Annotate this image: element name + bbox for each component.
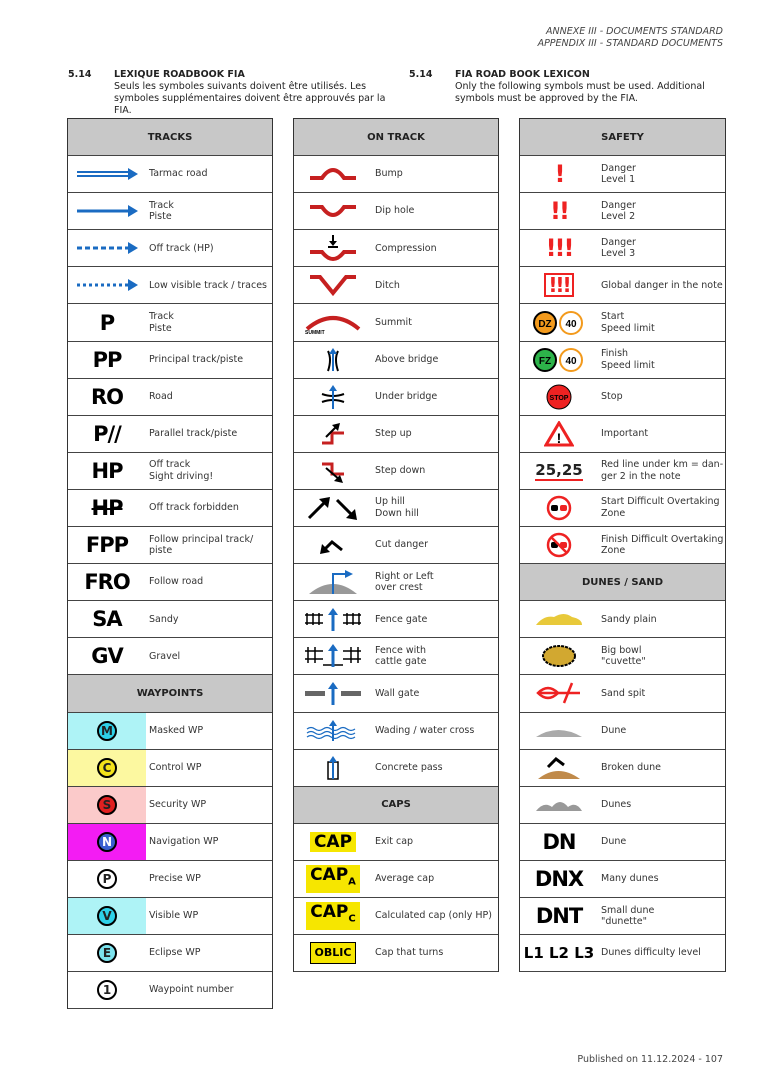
code-ro: RO [90,384,124,409]
table-row [294,156,498,193]
table-row [520,750,725,787]
code-gv: GV [91,644,123,669]
table-row [520,861,725,898]
section-title: LEXIQUE ROADBOOK FIA [114,69,245,80]
concrete-pass-icon [294,750,372,786]
appendix-line-en: APPENDIX III - STANDARD DOCUMENTS [537,38,723,49]
sand-spit-icon [520,675,598,711]
row-label: Visible WP [149,910,199,922]
code-pp: PP [92,347,122,372]
big-bowl-icon [520,638,598,674]
row-label: Ditch [375,279,400,291]
waypoint-badge: E [97,943,117,963]
table-row [520,638,725,675]
column-ontrack-caps [293,118,499,972]
ontrack-header: ON TRACK [294,119,498,156]
code-dnt: DNT [535,904,583,929]
row-label: Above bridge [375,353,439,365]
waypoint-icon [68,935,146,971]
dz-icon [520,304,598,340]
row-label: Follow principal track/ piste [149,533,254,557]
summit-text: SUMMIT [305,329,325,335]
table-row [294,601,498,638]
column-safety-dunes [519,118,726,972]
dunes-header: DUNES / SAND [520,564,725,601]
waypoint-badge: M [97,721,117,741]
table-row [520,898,725,935]
cap-text: OBLIC [310,942,357,964]
table-row [68,935,272,972]
row-label: Finish Difficult Overtaking Zone [601,533,724,557]
cattle-gate-icon [294,638,372,674]
table-row [294,935,498,972]
table-row [294,304,498,341]
row-label: Red line under km = dan- ger 2 in the note [601,459,724,482]
waypoint-badge: S [97,795,117,815]
section-number: 5.14 [409,69,433,80]
table-row [294,379,498,416]
waypoint-badge: C [97,758,117,778]
row-label: Under bridge [375,390,438,402]
table-row [68,416,272,453]
cut-danger-icon [294,527,372,563]
safety-header: SAFETY [520,119,725,156]
table-row [520,935,725,972]
waypoint-icon [68,713,146,749]
fence-gate-icon [294,601,372,637]
table-row [68,490,272,527]
row-label: Big bowl "cuvette" [601,644,646,668]
code-hp-forbidden: HP [91,495,123,520]
step-down-icon [294,453,372,489]
row-label: Sand spit [601,687,646,699]
broken-dune-icon [520,750,598,786]
table-row [68,601,272,638]
sandy-plain-icon [520,601,598,637]
row-label: Off track (HP) [149,242,214,254]
caps-header: CAPS [294,787,498,824]
dune-icon [520,713,598,749]
row-label: Navigation WP [149,836,219,848]
cap-text [306,865,360,892]
row-label: Finish Speed limit [601,348,655,371]
row-label: Eclipse WP [149,947,201,959]
cap-text: CAP [310,832,356,852]
code-p: P [99,310,115,335]
row-label: Broken dune [601,761,661,773]
row-label: Exit cap [375,836,414,848]
row-label: Sandy plain [601,613,657,625]
row-label: Precise WP [149,873,201,885]
cap-code: CAP [310,902,349,923]
waypoint-icon [68,861,146,897]
table-row [294,713,498,750]
step-up-icon [294,416,372,452]
table-row [520,490,725,527]
row-label: Step down [375,465,426,477]
compression-icon [294,230,372,266]
row-label: Calculated cap (only HP) [375,910,492,922]
table-row [520,416,725,453]
table-row [294,342,498,379]
table-row [68,787,272,824]
page-footer: Published on 11.12.2024 - 107 [577,1054,723,1065]
tracks-header: TRACKS [68,119,272,156]
row-label: Dunes difficulty level [601,947,701,959]
red-line-icon [520,453,598,489]
row-label: Fence gate [375,613,428,625]
row-label: Dunes [601,798,632,810]
cap-sub: C [348,913,356,925]
double-arrow-icon [68,156,146,192]
row-label: Important [601,428,649,440]
table-row [520,787,725,824]
table-row [520,453,725,490]
row-label: Wall gate [375,687,420,699]
table-row [68,527,272,564]
row-label: Parallel track/piste [149,428,238,440]
waypoint-badge: P [97,869,117,889]
danger-1-icon: ! [554,160,564,189]
column-tracks-waypoints [67,118,273,1009]
table-row [520,527,725,564]
waypoints-header: WAYPOINTS [68,675,272,712]
table-row [520,304,725,341]
row-label: Cap that turns [375,947,444,959]
table-row [68,750,272,787]
important-icon [520,416,598,452]
section-number: 5.14 [68,69,92,80]
ditch-icon [294,267,372,303]
row-label: Wading / water cross [375,724,475,736]
arrow-icon [68,193,146,229]
danger-3-icon: !!! [545,234,573,263]
cap-sub: A [348,876,356,888]
code-dnx: DNX [534,866,584,891]
fz-text: FZ [538,355,552,367]
table-row [68,342,272,379]
speed-text: 40 [565,355,577,367]
row-label: Danger Level 1 [601,162,636,186]
table-row [520,193,725,230]
table-row [294,490,498,527]
code-hp: HP [91,458,123,483]
row-label: Bump [375,168,403,180]
cap-code: CAP [310,865,349,886]
row-label: Low visible track / traces [149,279,267,291]
row-label: Many dunes [601,873,659,885]
bump-icon [294,156,372,192]
table-row [294,564,498,601]
row-label: Road [149,390,173,402]
row-label: Off track forbidden [149,502,239,514]
cap-text [306,902,359,929]
waypoint-badge: N [97,832,117,852]
row-label: Track Piste [149,311,174,334]
over-crest-icon [294,564,372,600]
up-down-hill-icon [294,490,372,526]
table-row [68,304,272,341]
section-text: Only the following symbols must be used. Additional symbols must be approved by the FIA. [455,81,705,104]
table-row [68,193,272,230]
row-label: Start Speed limit [601,311,655,334]
table-row [68,379,272,416]
row-label: Follow road [149,576,204,588]
row-label: Small dune "dunette" [601,904,655,928]
table-row [520,267,725,304]
table-row [68,861,272,898]
waypoint-icon [68,824,146,860]
overtake-start-icon [520,490,598,526]
table-row [520,713,725,750]
dashed-arrow-icon [68,230,146,266]
speed-text: 40 [565,318,577,330]
under-bridge-icon [294,379,372,415]
row-label: Danger Level 3 [601,236,636,260]
dunes-icon [520,787,598,823]
row-label: Up hill Down hill [375,496,419,519]
table-row [294,453,498,490]
table-row [68,972,272,1009]
waypoint-icon [68,787,146,823]
cap-average-icon [294,861,372,897]
wall-gate-icon [294,675,372,711]
stop-text: STOP [549,394,569,402]
table-row [68,713,272,750]
table-row [68,156,272,193]
fz-icon [520,342,598,378]
danger-2-icon: !! [550,197,568,226]
waypoint-badge: 1 [97,980,117,1000]
cap-exit-icon [294,824,372,860]
row-label: Masked WP [149,724,204,736]
above-bridge-icon [294,342,372,378]
code-fpp: FPP [85,533,129,558]
table-row [294,527,498,564]
red-line-km: 25,25 [535,460,583,479]
table-row [294,267,498,304]
row-label: Waypoint number [149,984,234,996]
table-row [68,230,272,267]
table-row [520,230,725,267]
code-dn: DN [542,829,576,854]
table-row [294,861,498,898]
row-label: Tarmac road [149,168,208,180]
cap-calculated-icon [294,898,372,934]
code-fro: FRO [84,570,130,595]
table-row [68,564,272,601]
code-p-parallel: P// [93,421,121,446]
row-label: Off track Sight driving! [149,459,214,482]
table-row [520,379,725,416]
row-label: Fence with cattle gate [375,644,427,668]
table-row [294,638,498,675]
row-label: Stop [601,390,623,402]
row-label: Principal track/piste [149,353,244,365]
stop-icon [520,379,598,415]
row-label: Cut danger [375,539,429,551]
waypoint-badge: V [97,906,117,926]
waypoint-icon [68,898,146,934]
table-row [68,824,272,861]
row-label: Dip hole [375,205,415,217]
table-row [294,898,498,935]
appendix-heading [538,26,723,50]
row-label: Track Piste [149,199,174,223]
table-row [68,453,272,490]
table-row [520,601,725,638]
table-row [294,416,498,453]
table-row [520,824,725,861]
row-label: Right or Left over crest [375,570,434,594]
table-row [68,267,272,304]
row-label: Start Difficult Overtaking Zone [601,496,720,519]
cap-oblic-icon [294,935,372,971]
table-row [294,824,498,861]
row-label: Security WP [149,798,207,810]
section-text: Seuls les symboles suivants doivent être utilisés. Les symboles supplémentaires doivent être approuvés par la FIA. [114,81,386,116]
waypoint-icon [68,972,146,1008]
row-label: Concrete pass [375,761,443,773]
row-label: Average cap [375,873,435,885]
table-row [294,750,498,787]
row-label: Dune [601,724,627,736]
summit-icon [294,304,372,340]
row-label: Dune [601,836,627,848]
global-danger-icon: !!! [520,267,598,303]
waypoint-icon [68,750,146,786]
appendix-line-fr: ANNEXE III - DOCUMENTS STANDARD [546,26,723,37]
row-label: Danger Level 2 [601,199,636,223]
dz-text: DZ [538,318,552,330]
wading-icon [294,713,372,749]
table-row [294,193,498,230]
overtake-finish-icon [520,527,598,563]
row-label: Summit [375,316,412,328]
row-label: Step up [375,428,412,440]
table-row [68,898,272,935]
code-sa: SA [92,607,122,632]
table-row [294,230,498,267]
dotted-arrow-icon [68,267,146,303]
table-row [520,342,725,379]
code-levels: L1 L2 L3 [523,944,595,963]
table-row [68,638,272,675]
row-label: Control WP [149,761,202,773]
section-title: FIA ROAD BOOK LEXICON [455,69,590,80]
row-label: Global danger in the note [601,279,723,291]
row-label: Gravel [149,650,181,662]
row-label: Sandy [149,613,179,625]
row-label: Compression [375,242,437,254]
dip-hole-icon [294,193,372,229]
table-row [294,675,498,712]
table-row [520,675,725,712]
table-row [520,156,725,193]
svg-text:!: ! [556,429,562,446]
